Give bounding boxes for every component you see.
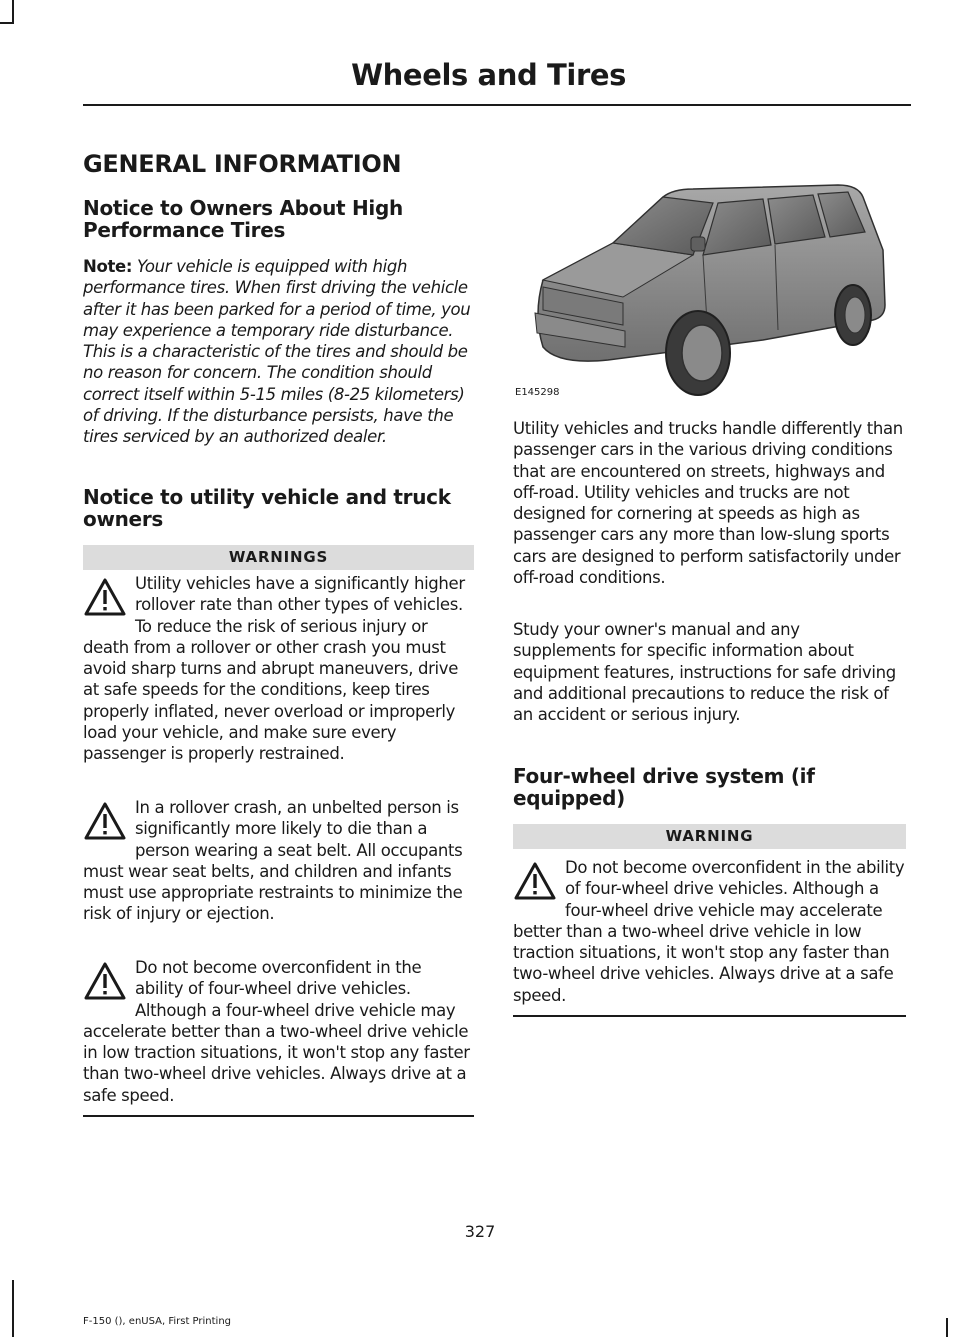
warning-text: In a rollover crash, an unbelted person is significantly more likely to die than a person wearing a seat belt. All occupants must wear seat belts, and children and infants must use appropriate restraints to minimize the risk of injury or ejection. <box>83 798 463 924</box>
warning-block <box>83 573 474 765</box>
section-title: GENERAL INFORMATION <box>83 150 402 178</box>
warning-text: Do not become overconfident in the ability of four-wheel drive vehicles. Although a four-wheel drive vehicle may accelerate better than a two-wheel drive vehicle in low traction situations, it won't stop any faster than two-wheel drive vehicles. Always drive at a safe speed. <box>83 958 470 1105</box>
warning-block <box>513 857 906 1006</box>
warning-block <box>83 957 474 1106</box>
note-paragraph <box>83 256 474 448</box>
warnings-header: WARNINGS <box>83 545 474 570</box>
warning-text: Utility vehicles have a significantly higher rollover rate than other types of vehicles. To reduce the risk of serious injury or death from a rollover or other crash you must avoid sharp turns and abrupt maneuvers, drive at safe speeds for the conditions, keep tires properly inflated, never overload or improperly load your vehicle, and make sure every passenger is properly restrained. <box>83 574 465 764</box>
page-number: 327 <box>464 1222 496 1241</box>
header-divider <box>83 104 911 106</box>
subsection-title: Four-wheel drive system (if equipped) <box>513 764 815 810</box>
warning-triangle-icon <box>83 577 127 617</box>
subsection-title: Notice to utility vehicle and truck owners <box>83 485 451 531</box>
body-paragraph: Study your owner's manual and any supplements for specific information about equipment features, instructions for safe driving and additional precautions to reduce the risk of an accident or serious injury. <box>513 620 896 725</box>
subsection-title: Notice to Owners About High Performance Tires <box>83 196 403 242</box>
print-info: F-150 (), enUSA, First Printing <box>83 1316 232 1327</box>
warning-text: Do not become overconfident in the ability of four-wheel drive vehicles. Although a four-wheel drive vehicle may accelerate better than a two-wheel drive vehicle in low traction situations, it won't stop any faster than two-wheel drive vehicles. Always drive at a safe speed. <box>513 858 905 1005</box>
warning-triangle-icon <box>513 861 557 901</box>
crop-mark <box>12 0 14 22</box>
warnings-end-divider <box>83 1115 474 1117</box>
crop-mark <box>946 1318 948 1337</box>
warning-triangle-icon <box>83 961 127 1001</box>
crop-mark <box>12 1280 14 1337</box>
note-label: Note: <box>83 257 133 276</box>
warning-triangle-icon <box>83 801 127 841</box>
figure-label: E145298 <box>515 387 560 398</box>
crop-mark <box>0 22 14 24</box>
utility-vehicle-illustration <box>513 175 906 400</box>
warning-block <box>83 797 474 925</box>
note-text: Your vehicle is equipped with high performance tires. When first driving the vehicle after it has been parked for a period of time, you may experience a temporary ride disturbance. This is a characteristic of the tires and should be no reason for concern. The condition should correct itself within 5-15 miles (8-25 kilometers) of driving. If the disturbance persists, have the tires serviced by an authorized dealer. <box>83 257 471 447</box>
body-paragraph: Utility vehicles and trucks handle differently than passenger cars in the various driving conditions that are encountered on streets, highways and off-road. Utility vehicles and trucks are not designed for cornering at speeds as high as passenger cars any more than low-slung sports cars are designed to perform satisfactorily under off-road conditions. <box>513 419 903 588</box>
warning-end-divider <box>513 1015 906 1017</box>
chapter-title: Wheels and Tires <box>351 58 626 92</box>
warning-header: WARNING <box>513 824 906 849</box>
